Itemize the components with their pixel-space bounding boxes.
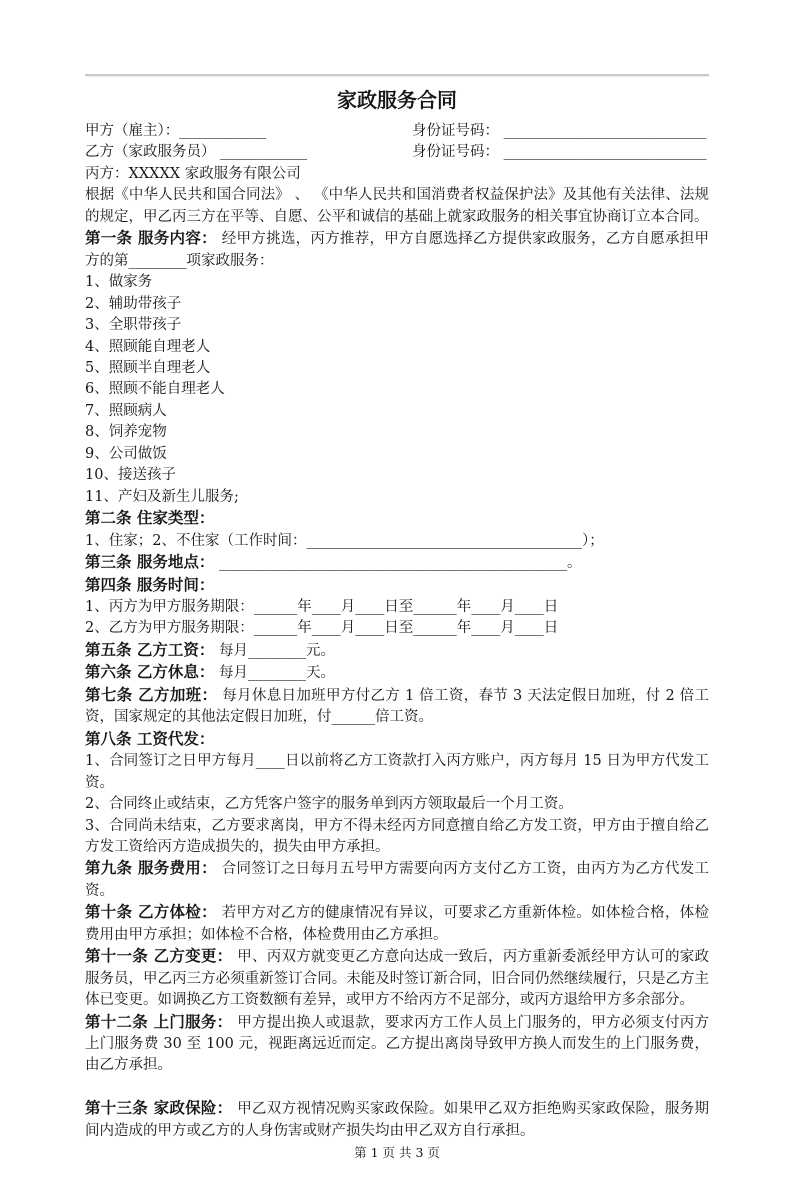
service-item: 8、饲养宠物 [85, 424, 167, 441]
clause-1-text-after: 项家政服务： [186, 252, 274, 269]
clause-2-worktime-blank-field[interactable]: ______________________________________ [306, 532, 582, 549]
party-b-blank-field[interactable]: ____________ [220, 144, 308, 161]
clause-6 [85, 662, 709, 684]
clause-3 [85, 552, 709, 574]
clause-1-blank-field[interactable]: ________ [128, 252, 187, 269]
party-a-label: 甲方（雇主）： [85, 123, 180, 139]
clause-4-label: 第四条 服务时间： [85, 575, 215, 594]
page-number-footer: 第 1 页 共 3 页 [354, 1145, 440, 1161]
service-item: 2、辅助带孩子 [85, 295, 182, 312]
clause-13-text: 甲乙双方视情况购买家政保险。如果甲乙双方拒绝购买家政保险，服务期间内造成的甲方或乙方的人身伤害或财产损失均由甲乙双方自行承担。 [85, 1101, 710, 1139]
clause-9-text: 合同签订之日每月五号甲方需要向丙方支付乙方工资，由丙方为乙方代发工资。 [85, 861, 709, 899]
clause-6-label: 第六条 乙方休息： [85, 663, 215, 682]
clause-3-location-blank-field[interactable]: ________________________________________________ [219, 555, 568, 572]
clause-11-label: 第十一条 乙方变更： [85, 947, 233, 966]
clause-9 [85, 858, 709, 902]
party-a-id [412, 121, 709, 142]
clause-6-text: 每月________天。 [219, 665, 336, 682]
party-a-left [85, 121, 412, 142]
clause-12-text: 甲方提出换人或退款，要求丙方工作人员上门服务的，甲方必须支付丙方上门服务费 30 至 100 元，视距离远近而定。乙方提出离岗导致甲方换人而发生的上门服务费，由乙方承担。 [85, 1014, 710, 1074]
party-b-left [85, 142, 412, 163]
service-item: 11、产妇及新生儿服务; [85, 488, 239, 505]
clause-12-label: 第十二条 上门服务： [85, 1012, 233, 1031]
clause-4-heading [85, 575, 709, 597]
clause-2-body [85, 531, 709, 552]
service-item: 7、照顾病人 [85, 402, 167, 419]
document-content [0, 74, 793, 1162]
party-b-row [85, 142, 709, 163]
clause-1 [85, 228, 709, 272]
blank-line-spacer [85, 1077, 709, 1098]
header-divider-line [85, 74, 709, 77]
party-b-id-blank-field[interactable]: ____________________________ [503, 144, 707, 161]
clause-8-label: 第八条 工资代发： [85, 729, 215, 748]
preamble-paragraph: 根据《中华人民共和国合同法》 、 《中华人民共和国消费者权益保护法》及其他有关法律、法规的规定，甲乙丙三方在平等、自愿、公平和诚信的基础上就家政服务的相关事宜协商订立本合同。 [85, 187, 709, 225]
clause-7-label: 第七条 乙方加班： [85, 685, 218, 704]
clause-1-text: 经甲方挑选，丙方推荐，甲方自愿选择乙方提供家政服务，乙方自愿承担甲方的第 [85, 231, 709, 269]
clause-9-label: 第九条 服务费用： [85, 859, 217, 878]
clause-3-text-after: 。 [567, 555, 582, 572]
party-a-id-label: 身份证号码： [412, 123, 499, 139]
document-page [0, 74, 793, 1196]
clause-10-label: 第十条 乙方体检： [85, 903, 217, 922]
party-a-row [85, 121, 709, 142]
clause-13-label: 第十三条 家政保险： [85, 1099, 233, 1118]
clause-5 [85, 640, 709, 662]
clause-5-text: 每月________元。 [219, 642, 336, 659]
clause-5-label: 第五条 乙方工资： [85, 640, 215, 659]
service-item: 4、照顾能自理老人 [85, 338, 211, 355]
clause-7-text: 每月休息日加班甲方付乙方 1 倍工资，春节 3 天法定假日加班，付 2 倍工资，国家规定的其他法定假日加班，付______倍工资。 [85, 687, 709, 726]
document-title: 家政服务合同 [337, 88, 457, 112]
clause-11-text: 甲、丙双方就变更乙方意向达成一致后，丙方重新委派经甲方认可的家政服务员，甲乙丙三方必须重新签订合同。未能及时签订新合同，旧合同仍然继续履行，只是乙方主体已变更。如调换乙方工资数额有差异，或甲方不给丙方不足部分，或丙方退给甲方多余部分。 [85, 949, 710, 1009]
clause-13 [85, 1098, 709, 1142]
clause-2-label: 第二条 住家类型： [85, 509, 215, 528]
clause-4-line-2: 2、乙方为甲方服务期限：______年____月____日至______年____月____日 [85, 620, 559, 637]
clause-8-item: 2、合同终止或结束，乙方凭客户签字的服务单到丙方领取最后一个月工资。 [85, 796, 573, 813]
service-item: 10、接送孩子 [85, 467, 176, 484]
clause-1-label: 第一条 服务内容： [85, 229, 217, 248]
clause-10 [85, 902, 709, 946]
clause-3-label: 第三条 服务地点： [85, 553, 215, 572]
service-item: 9、公司做饭 [85, 445, 167, 462]
party-a-blank-field[interactable]: ____________ [179, 123, 267, 139]
party-b-id [412, 142, 709, 163]
clause-10-text: 若甲方对乙方的健康情况有异议，可要求乙方重新体检。如体检合格，体检费用由甲方承担；如体检不合格，体检费用由乙方承担。 [85, 905, 709, 943]
party-a-id-blank-field[interactable]: ____________________________ [503, 123, 707, 139]
clause-2-text-after: ）； [581, 532, 604, 549]
clause-2-heading [85, 508, 709, 530]
clause-8-item: 1、合同签订之日甲方每月____日以前将乙方工资款打入丙方账户，丙方每月 15 日为甲方代发工资。 [85, 753, 709, 791]
service-item: 6、照顾不能自理老人 [85, 381, 225, 398]
party-c-line: 丙方：XXXXX 家政服务有限公司 [85, 165, 301, 182]
clause-11 [85, 946, 709, 1011]
clause-2-text: 1、住家；2、不住家（工作时间： [85, 532, 307, 549]
service-item: 5、照顾半自理老人 [85, 359, 211, 376]
clause-8-item: 3、合同尚未结束，乙方要求离岗，甲方不得未经丙方同意擅自给乙方发工资，甲方由于擅自给乙方发工资给丙方造成损失的，损失由甲方承担。 [85, 817, 709, 855]
clause-12 [85, 1012, 709, 1077]
party-b-label: 乙方（家政服务员） [85, 144, 216, 161]
clause-7 [85, 685, 709, 729]
party-b-id-label: 身份证号码： [412, 144, 499, 161]
service-items-list [85, 272, 709, 508]
service-item: 3、全职带孩子 [85, 317, 182, 334]
service-item: 1、做家务 [85, 274, 153, 291]
clause-4-line-1: 1、丙方为甲方服务期限：______年____月____日至______年____月____日 [85, 598, 559, 615]
clause-8-heading [85, 729, 709, 751]
